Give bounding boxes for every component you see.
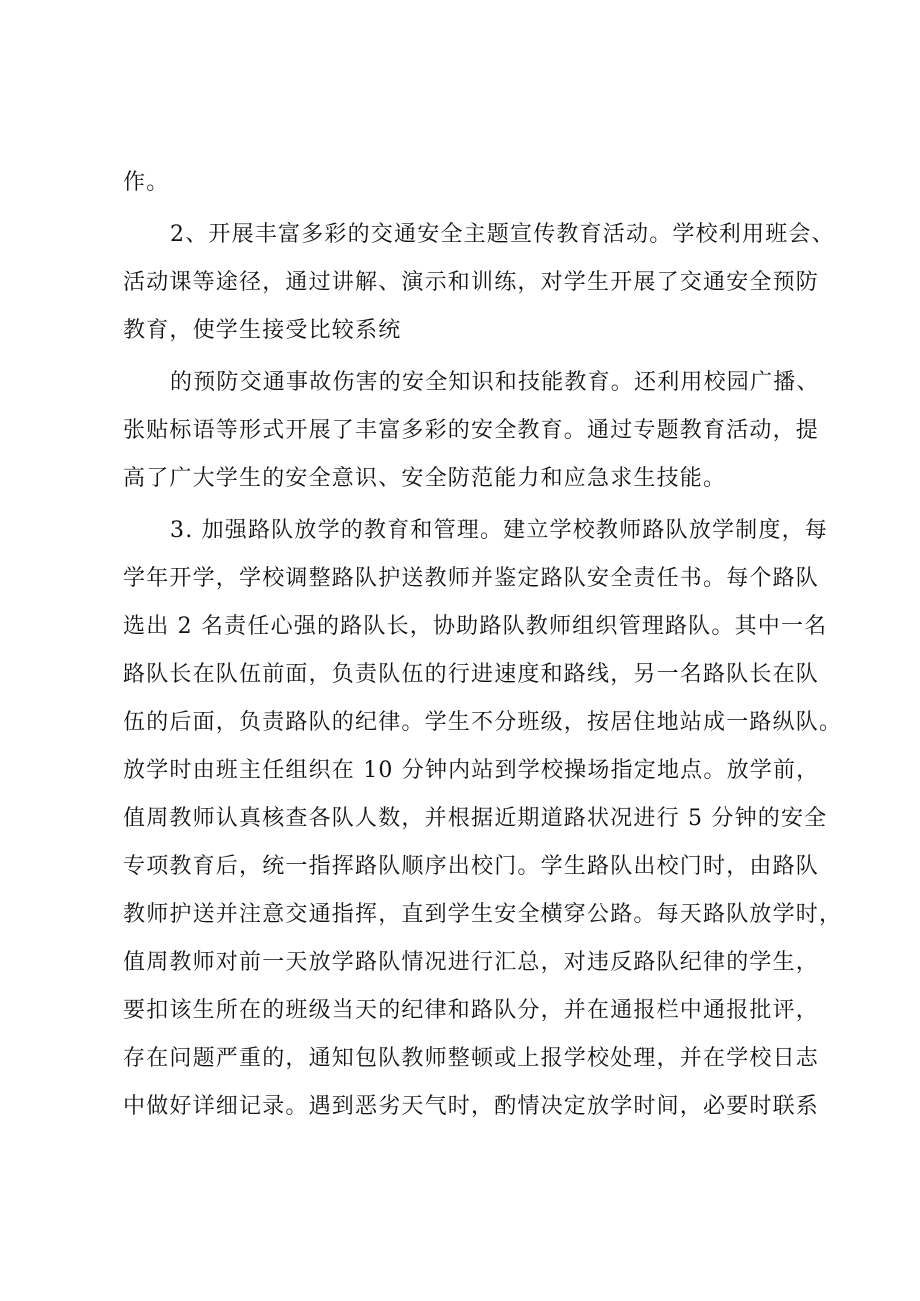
text-line: 教育，使学生接受比较系统 [123,318,402,343]
text-line: 选出 2 名责任心强的路队长，协助路队教师组织管理路队。其中一名 [123,614,828,639]
text-line: 要扣该生所在的班级当天的纪律和路队分，并在通报栏中通报批评， [123,998,820,1023]
text-line: 伍的后面，负责路队的纪律。学生不分班级，按居住地站成一路纵队。 [123,710,843,735]
text-line: 专项教育后，统一指挥路队顺序出校门。学生路队出校门时，由路队 [123,854,820,879]
text-line: 活动课等途径，通过讲解、演示和训练，对学生开展了交通安全预防 [123,270,820,295]
text-line: 学年开学，学校调整路队护送教师并鉴定路队安全责任书。每个路队 [123,566,820,591]
text-line: 值周教师对前一天放学路队情况进行汇总，对违反路队纪律的学生， [123,950,820,975]
text-line: 高了广大学生的安全意识、安全防范能力和应急求生技能。 [123,466,727,491]
text-line: 作。 [123,170,170,195]
text-line: 存在问题严重的，通知包队教师整顿或上报学校处理，并在学校日志 [123,1046,820,1071]
text-line: 值周教师认真核查各队人数，并根据近期道路状况进行 5 分钟的安全 [123,806,828,831]
paragraph-2-first-line: 2、开展丰富多彩的交通安全主题宣传教育活动。学校利用班会、 [170,222,835,247]
paragraph-continuation-first-line: 的预防交通事故伤害的安全知识和技能教育。还利用校园广播、 [170,370,820,395]
text-line: 路队长在队伍前面，负责队伍的行进速度和路线，另一名路队长在队 [123,662,820,687]
text-line: 教师护送并注意交通指挥，直到学生安全横穿公路。每天路队放学时， [123,902,843,927]
paragraph-3-first-line: 3. 加强路队放学的教育和管理。建立学校教师路队放学制度，每 [170,518,828,543]
text-line: 中做好详细记录。遇到恶劣天气时，酌情决定放学时间，必要时联系 [123,1094,820,1119]
text-line: 张贴标语等形式开展了丰富多彩的安全教育。通过专题教育活动，提 [123,418,820,443]
text-line: 放学时由班主任组织在 10 分钟内站到学校操场指定地点。放学前， [123,758,820,783]
